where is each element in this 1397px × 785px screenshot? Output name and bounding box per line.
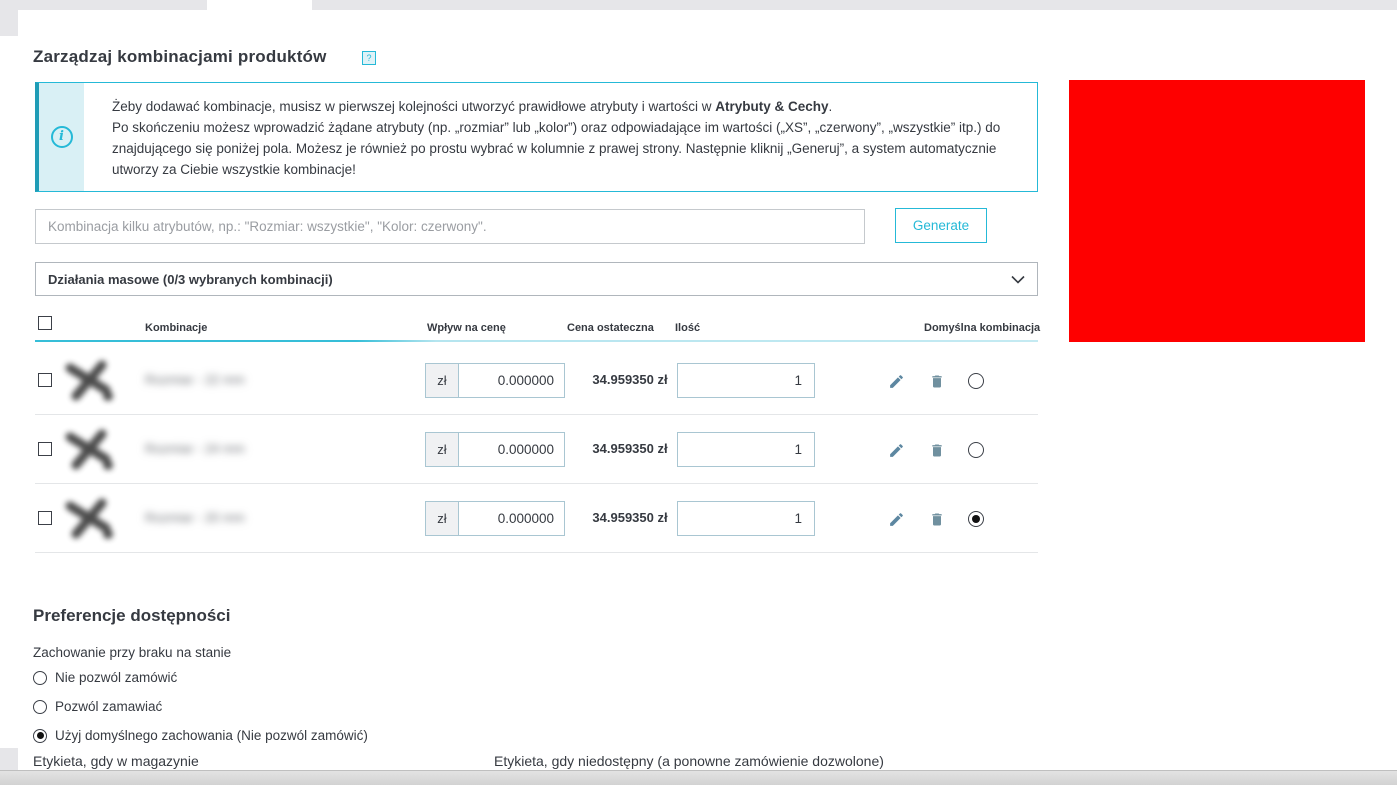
currency-prefix: zł — [425, 363, 458, 398]
price-impact-input[interactable] — [458, 363, 565, 398]
final-price-value: 34.959350 zł — [592, 372, 668, 387]
column-combinations: Kombinacje — [145, 322, 208, 334]
info-icon-column — [39, 83, 84, 191]
combination-name-blurred: Rozmiar - 24 mm — [145, 441, 245, 456]
radio-icon[interactable] — [33, 671, 47, 685]
combination-row — [35, 484, 1038, 553]
info-intro-period: . — [828, 99, 833, 114]
combination-row — [35, 415, 1038, 484]
page-title: Zarządzaj kombinacjami produktów — [33, 47, 327, 66]
price-impact-group — [425, 501, 565, 536]
availability-section-title: Preferencje dostępności — [33, 606, 231, 625]
label-in-stock: Etykieta, gdy w magazynie — [33, 753, 199, 769]
option-label: Pozwól zamawiać — [55, 699, 163, 714]
table-header-underline — [35, 340, 1038, 342]
option-label: Użyj domyślnego zachowania (Nie pozwól zamówić) — [55, 728, 368, 743]
delete-trash-icon[interactable] — [929, 441, 947, 459]
quantity-input[interactable] — [677, 432, 815, 467]
help-icon[interactable]: ? — [362, 51, 376, 65]
quantity-input[interactable] — [677, 363, 815, 398]
radio-icon[interactable] — [33, 700, 47, 714]
column-default-combination: Domyślna kombinacja — [924, 322, 1041, 334]
price-impact-group — [425, 363, 565, 398]
product-thumbnail-blurred — [60, 425, 118, 473]
info-circle-icon: i — [51, 126, 73, 148]
info-body-text: Po skończeniu możesz wprowadzić żądane atrybuty (np. „rozmiar” lub „kolor”) oraz odpowiadające im wartości („XS”, „czerwony”, „wszystkie” itp.) do znajdującego się poniżej pola. Możesz je również po prostu wybrać w kolumnie z prawej strony. Następnie kliknij „Generuj”, a system automatycznie utworzy za Ciebie wszystkie kombinacje! — [112, 120, 1001, 177]
option-allow-orders[interactable] — [33, 699, 162, 714]
left-background-strip-top — [0, 0, 18, 36]
out-of-stock-behavior-label: Zachowanie przy braku na stanie — [33, 645, 232, 660]
info-alert-text — [84, 83, 1037, 191]
combinations-table-header — [35, 316, 1041, 340]
generate-button[interactable]: Generate — [895, 208, 987, 243]
bulk-actions-label: Działania masowe (0/3 wybranych kombinacji) — [48, 271, 333, 287]
chevron-down-icon — [1011, 275, 1025, 284]
default-combination-radio[interactable] — [968, 511, 984, 527]
column-quantity: Ilość — [675, 322, 701, 334]
row-checkbox[interactable] — [38, 442, 52, 456]
product-thumbnail-blurred — [60, 494, 118, 542]
edit-pencil-icon[interactable] — [888, 441, 906, 459]
select-all-checkbox[interactable] — [38, 316, 52, 330]
active-tab-notch[interactable] — [207, 0, 312, 10]
row-checkbox[interactable] — [38, 511, 52, 525]
product-thumbnail-blurred — [60, 356, 118, 404]
currency-prefix: zł — [425, 501, 458, 536]
info-alert — [35, 82, 1038, 192]
combination-row — [35, 346, 1038, 415]
combination-attributes-input[interactable] — [35, 209, 865, 244]
price-impact-input[interactable] — [458, 501, 565, 536]
quantity-input[interactable] — [677, 501, 815, 536]
price-impact-input[interactable] — [458, 432, 565, 467]
default-combination-radio[interactable] — [968, 373, 984, 389]
combination-name-blurred: Rozmiar - 20 mm — [145, 510, 245, 525]
row-checkbox[interactable] — [38, 373, 52, 387]
combination-name-blurred: Rozmiar - 22 mm — [145, 372, 245, 387]
default-combination-radio[interactable] — [968, 442, 984, 458]
radio-icon[interactable] — [33, 729, 47, 743]
edit-pencil-icon[interactable] — [888, 372, 906, 390]
column-price-impact: Wpływ na cenę — [427, 322, 506, 334]
label-out-of-stock: Etykieta, gdy niedostępny (a ponowne zamówienie dozwolone) — [494, 753, 884, 769]
price-impact-group — [425, 432, 565, 467]
delete-trash-icon[interactable] — [929, 372, 947, 390]
final-price-value: 34.959350 zł — [592, 510, 668, 525]
edit-pencil-icon[interactable] — [888, 510, 906, 528]
bulk-actions-dropdown[interactable] — [35, 262, 1038, 296]
currency-prefix: zł — [425, 432, 458, 467]
final-price-value: 34.959350 zł — [592, 441, 668, 456]
horizontal-scrollbar[interactable] — [0, 770, 1397, 785]
info-attributes-link: Atrybuty & Cechy — [715, 99, 829, 114]
option-default-behavior[interactable] — [33, 728, 368, 743]
redacted-red-overlay — [1069, 80, 1365, 342]
option-label: Nie pozwól zamówić — [55, 670, 178, 685]
column-final-price: Cena ostateczna — [567, 322, 654, 334]
option-deny-orders[interactable] — [33, 670, 177, 685]
delete-trash-icon[interactable] — [929, 510, 947, 528]
info-intro-text: Żeby dodawać kombinacje, musisz w pierwszej kolejności utworzyć prawidłowe atrybuty i wartości w — [112, 99, 716, 114]
